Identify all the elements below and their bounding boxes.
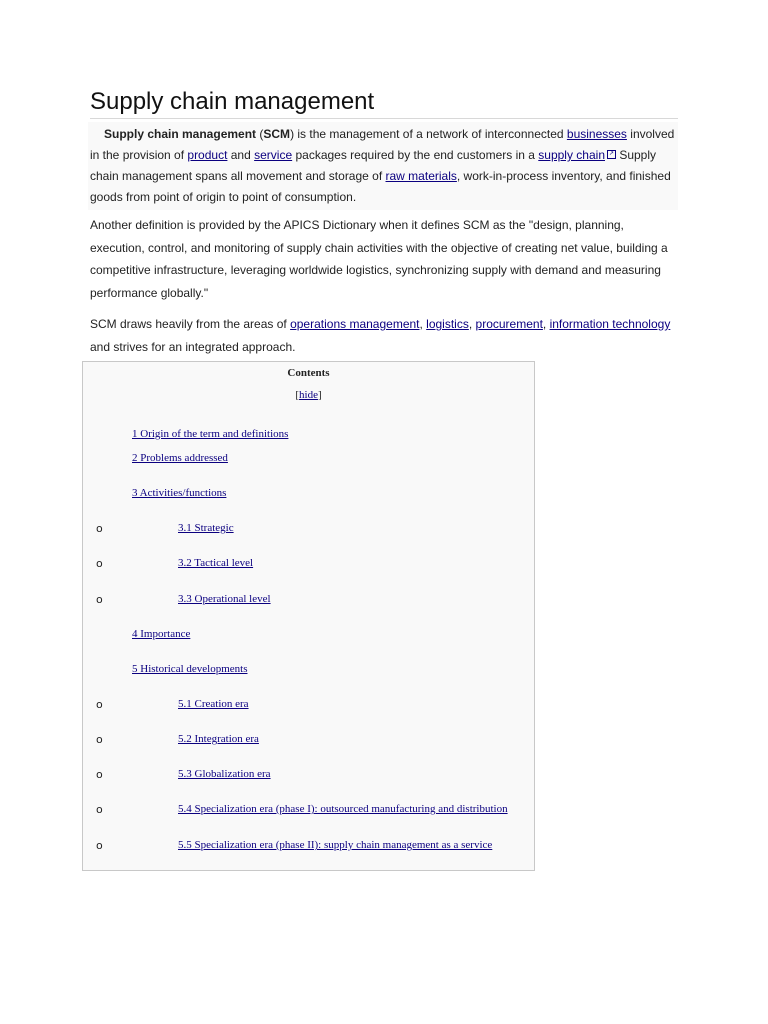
toc-toggle xyxy=(83,389,534,401)
toc-bracket: [ xyxy=(295,389,300,401)
link-information-technology[interactable]: information technology xyxy=(549,317,671,331)
toc-bullet: o xyxy=(96,803,103,816)
intro-text: involved in the provision of xyxy=(90,127,675,162)
toc-hide-link[interactable]: hide xyxy=(299,389,318,401)
toc-subitem[interactable]: 5.2 Integration era xyxy=(178,733,259,745)
scope-text: SCM draws heavily from the areas of xyxy=(90,317,291,331)
link-procurement[interactable]: procurement xyxy=(475,317,543,331)
toc-bullet: o xyxy=(96,698,103,711)
link-raw-materials[interactable]: raw materials xyxy=(385,169,457,183)
external-link-icon[interactable]: ↗ xyxy=(608,151,615,157)
toc-subitem[interactable]: 3.3 Operational level xyxy=(178,593,271,605)
link-operations-management[interactable]: operations management xyxy=(290,317,420,331)
link-supply-chain[interactable]: supply chain xyxy=(538,148,605,162)
title-divider xyxy=(90,118,678,119)
intro-text: , work-in-process inventory, and finished goods from point of origin to point of consumption. xyxy=(90,169,671,204)
intro-abbr: SCM xyxy=(263,127,291,141)
page-title: Supply chain management xyxy=(90,88,375,115)
toc-bullet: o xyxy=(96,733,103,746)
intro-text: and xyxy=(227,148,255,162)
definition-paragraph: Another definition is provided by the APICS Dictionary when it defines SCM as the "design, planning, execution, control, and monitoring of supply chain activities with the objective of creating net value, building a competitive infrastructure, leveraging worldwide logistics, synchronizing supply with demand and measuring performance globally." xyxy=(90,218,668,300)
toc-bullet: o xyxy=(96,593,103,606)
link-logistics[interactable]: logistics xyxy=(426,317,469,331)
toc-item[interactable]: 2 Problems addressed xyxy=(132,452,228,464)
toc-subitem[interactable]: 3.1 Strategic xyxy=(178,522,234,534)
toc-subitem[interactable]: 5.3 Globalization era xyxy=(178,768,271,780)
scope-text: and strives for an integrated approach. xyxy=(90,339,296,354)
toc-item[interactable]: 3 Activities/functions xyxy=(132,487,227,499)
intro-text: packages required by the end customers in a xyxy=(292,148,539,162)
intro-text: ( xyxy=(256,127,264,141)
scope-paragraph xyxy=(90,313,680,358)
toc-subitem[interactable]: 5.1 Creation era xyxy=(178,698,249,710)
link-service[interactable]: service xyxy=(254,148,293,162)
toc-item[interactable]: 5 Historical developments xyxy=(132,663,248,675)
scope-text: , xyxy=(468,317,476,331)
toc-bullet: o xyxy=(96,522,103,535)
intro-text: Supply chain management spans all movement and storage of xyxy=(90,148,657,183)
intro-term: Supply chain management xyxy=(104,127,257,141)
toc-bullet: o xyxy=(96,839,103,852)
scope-text: , xyxy=(419,317,427,331)
link-businesses[interactable]: businesses xyxy=(566,127,627,141)
toc-bracket: ] xyxy=(317,389,322,401)
toc-subitem[interactable]: 3.2 Tactical level xyxy=(178,557,254,569)
toc-item[interactable]: 1 Origin of the term and definitions xyxy=(132,428,289,440)
toc-title: Contents xyxy=(287,367,330,379)
toc-subitem[interactable]: 5.5 Specialization era (phase II): supply chain management as a service xyxy=(178,839,493,851)
intro-text: ) is the management of a network of interconnected xyxy=(290,127,567,141)
toc-item[interactable]: 4 Importance xyxy=(132,628,191,640)
link-product[interactable]: product xyxy=(187,148,228,162)
toc-bullet: o xyxy=(96,557,103,570)
scope-text: , xyxy=(542,317,550,331)
toc-bullet: o xyxy=(96,768,103,781)
table-of-contents xyxy=(82,361,535,871)
intro-paragraph xyxy=(88,122,678,210)
toc-subitem[interactable]: 5.4 Specialization era (phase I): outsourced manufacturing and distribution xyxy=(178,803,508,815)
